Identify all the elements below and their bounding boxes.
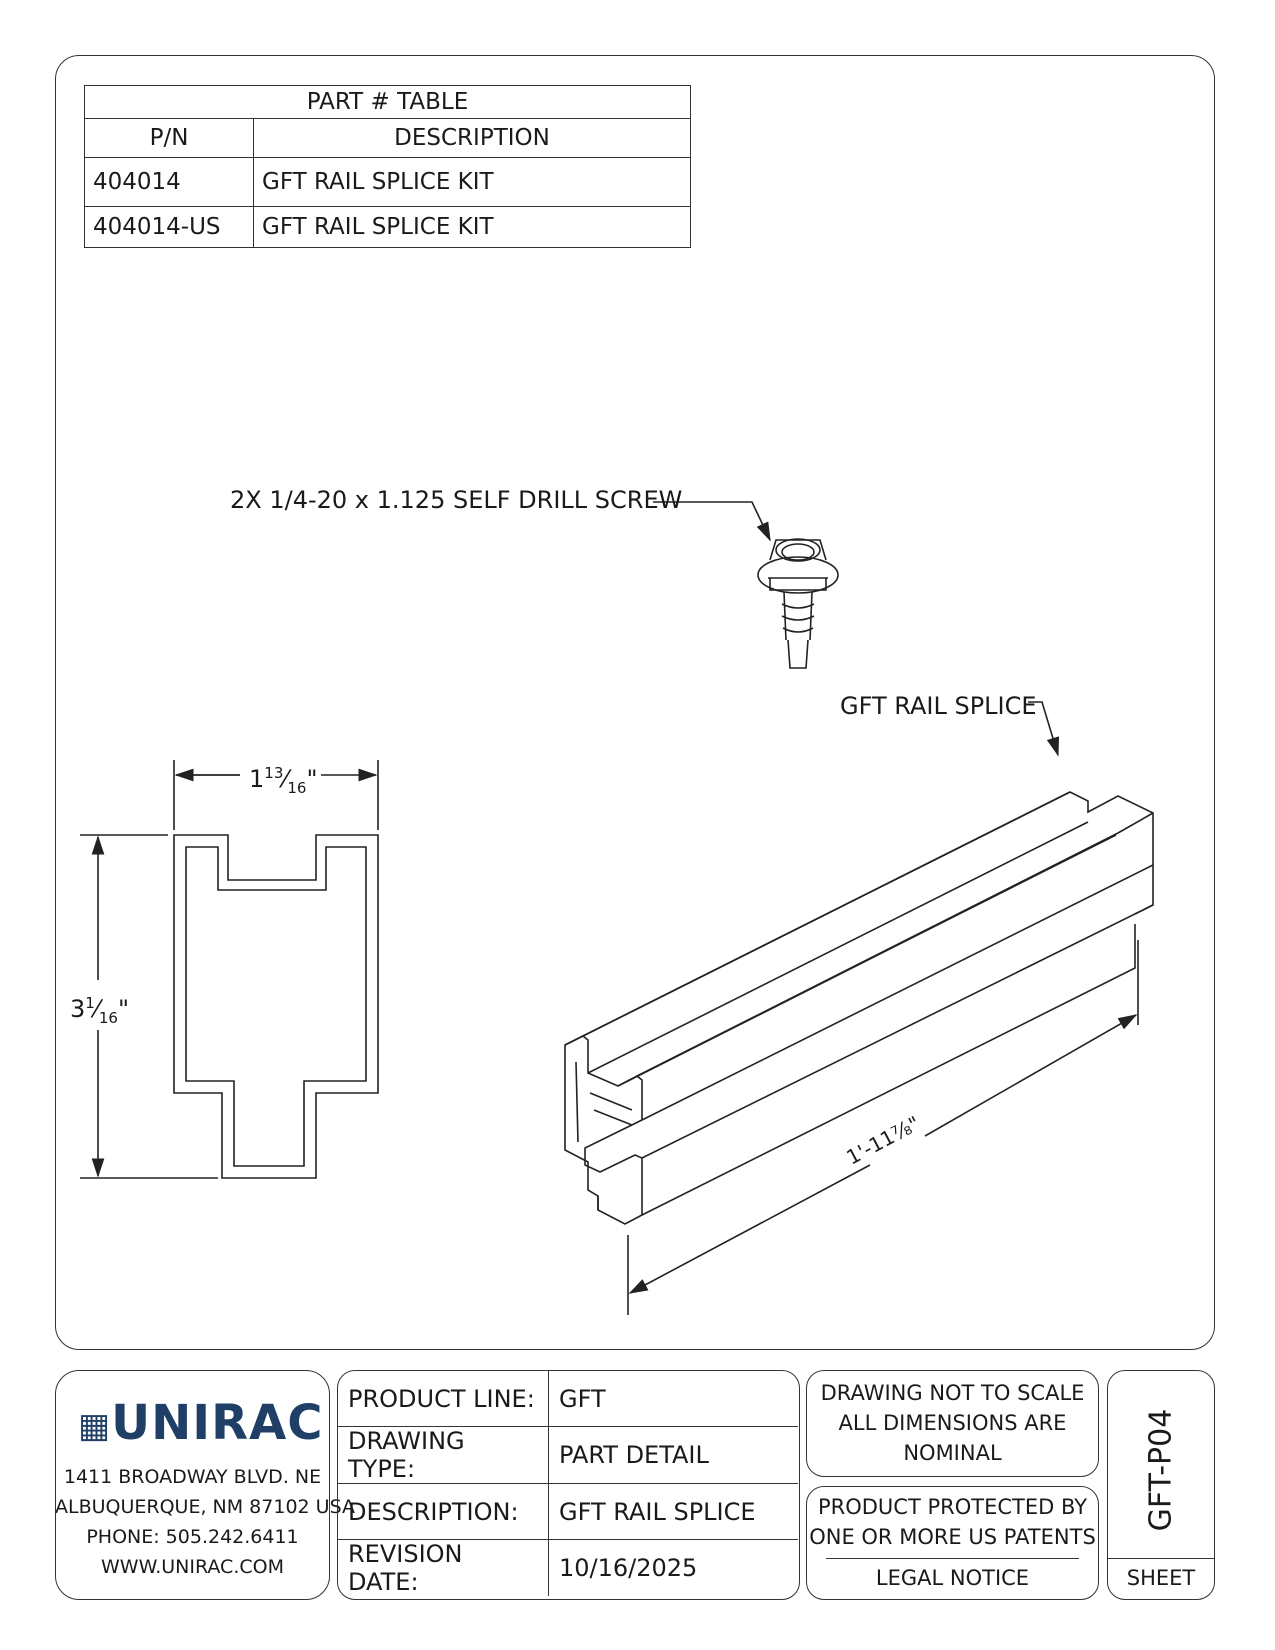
sheet-number: GFT-P04 [1143, 1408, 1179, 1532]
part-description: GFT RAIL SPLICE KIT [254, 207, 691, 248]
width-dimension-label: $1^{13}⁄_{16}$" [246, 764, 321, 797]
patent-note-line-1: PRODUCT PROTECTED BY [817, 1495, 1088, 1519]
height-numerator: 1 [85, 994, 95, 1012]
unirac-logo [78, 1395, 323, 1451]
company-website: WWW.UNIRAC.COM [101, 1556, 284, 1578]
company-name: UNIRAC [111, 1395, 324, 1451]
legal-divider [826, 1558, 1079, 1559]
width-numerator: 13 [264, 764, 284, 782]
company-address-2: ALBUQUERQUE, NM 87102 USA [55, 1496, 355, 1518]
part-table-header-description: DESCRIPTION [254, 119, 691, 158]
product-line-label: PRODUCT LINE: [338, 1371, 549, 1427]
part-table-caption: PART # TABLE [85, 86, 691, 119]
sheet-label: SHEET [1126, 1566, 1196, 1590]
company-phone: PHONE: 505.242.6411 [86, 1526, 299, 1548]
drawing-type-value: PART DETAIL [549, 1427, 799, 1484]
screw-callout: 2X 1/4-20 x 1.125 SELF DRILL SCREW [230, 486, 683, 514]
title-block [337, 1370, 800, 1600]
height-dimension-label: $3^1⁄_{16}$" [70, 994, 129, 1027]
patent-note-line-2: ONE OR MORE US PATENTS [809, 1525, 1096, 1549]
splice-cross-section [174, 835, 378, 1178]
width-denominator: 16 [287, 778, 307, 797]
part-number: 404014 [85, 158, 254, 207]
description-label: DESCRIPTION: [338, 1484, 549, 1540]
part-description: GFT RAIL SPLICE KIT [254, 158, 691, 207]
height-denominator: 16 [98, 1008, 118, 1027]
revision-date-label: REVISION DATE: [338, 1540, 549, 1597]
part-table-header-pn: P/N [85, 119, 254, 158]
splice-callout: GFT RAIL SPLICE [840, 692, 1037, 720]
drawing-type-label: DRAWING TYPE: [338, 1427, 549, 1484]
grid-icon: ▦ [78, 1406, 112, 1446]
scale-note-line-2: ALL DIMENSIONS ARE [838, 1411, 1067, 1435]
width-whole: 1 [249, 765, 265, 793]
description-value: GFT RAIL SPLICE [549, 1484, 799, 1540]
screw-icon [758, 539, 838, 668]
revision-date-value: 10/16/2025 [559, 1554, 698, 1582]
height-whole: 3 [70, 995, 86, 1023]
scale-note-line-3: NOMINAL [903, 1441, 1002, 1465]
sheet-divider [1107, 1558, 1215, 1559]
company-address-1: 1411 BROADWAY BLVD. NE [63, 1466, 322, 1488]
length-dimension-label: 1'-11⅞" [842, 1111, 924, 1170]
scale-note-line-1: DRAWING NOT TO SCALE [820, 1381, 1085, 1405]
part-number: 404014-US [85, 207, 254, 248]
legal-notice: LEGAL NOTICE [875, 1566, 1030, 1590]
product-line-value: GFT [549, 1371, 799, 1427]
